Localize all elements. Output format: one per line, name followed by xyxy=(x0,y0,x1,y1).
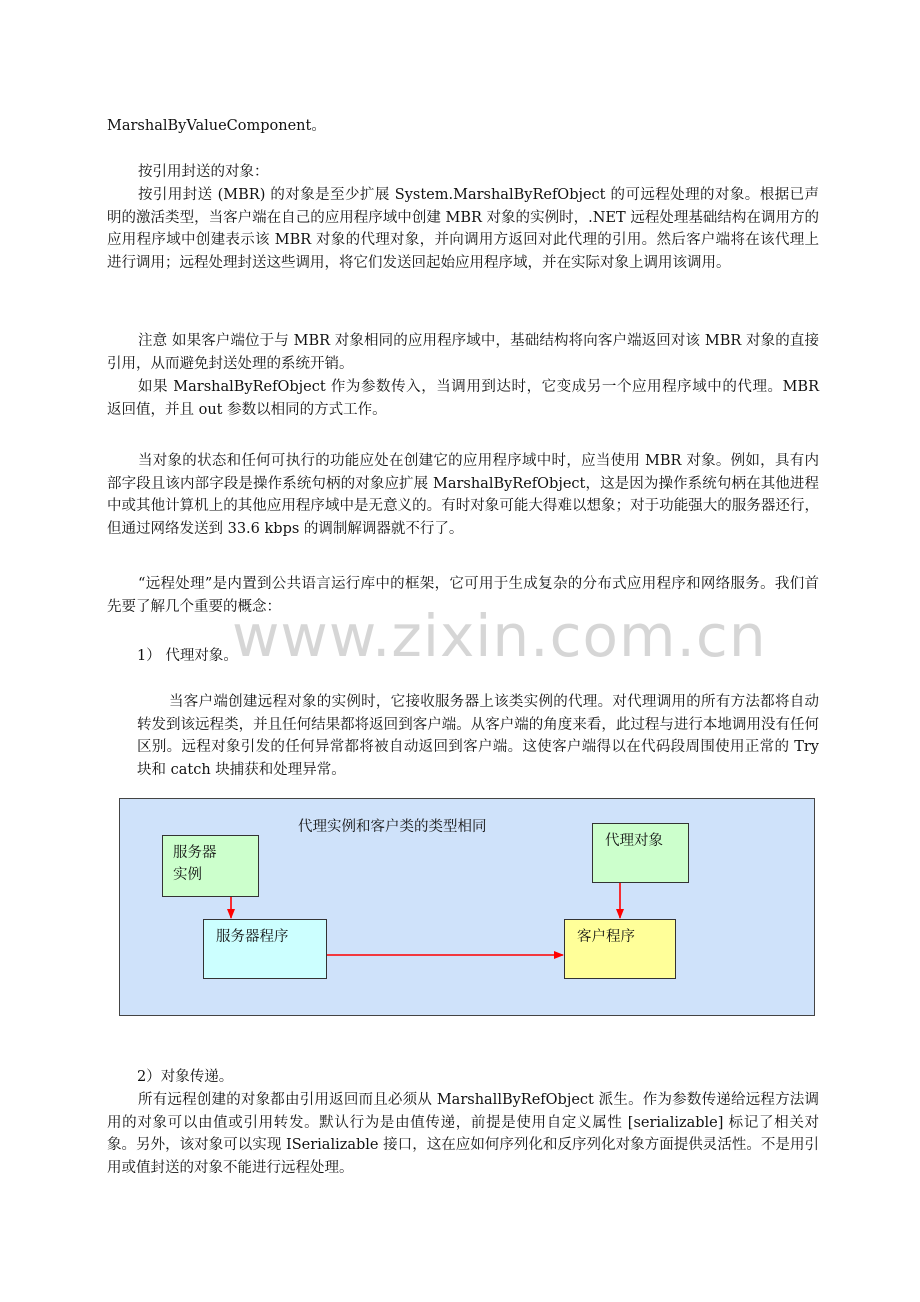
remoting-diagram xyxy=(119,798,815,1016)
server-instance-label-1: 服务器 xyxy=(173,845,217,861)
heading-mbr-objects: 按引用封送的对象： xyxy=(138,164,269,180)
paragraph-object-passing: 所有远程创建的对象都由引用返回而且必须从 MarshallByRefObject 派生。作为参数传递给远程方法调用的对象可以由值或引用转发。默认行为是由值传递，前提是使用自定义属性 [serializable] 标记了相关对象。另外，该对象可以实现 ISerializable 接口，这在应如何序列化和反序列化对象方面提供灵活性。不是用引用或值封送的对象不能进行远程处理。 xyxy=(107,1092,819,1177)
list-item-proxy-object: 1） 代理对象。 xyxy=(137,648,238,664)
paragraph-when-to-use-mbr: 当对象的状态和任何可执行的功能应处在创建它的应用程序域中时，应当使用 MBR 对象。例如，具有内部字段且该内部字段是操作系统句柄的对象应扩展 MarshalByRefObject，这是因为操作系统句柄在其他进程中或其他计算机上的其他应用程序域中是无意义的。有时对象可能大得难以想象；对于功能强大的服务器还行，但通过网络发送到 33.6 kbps 的调制解调器就不行了。 xyxy=(107,453,819,538)
diagram-title: 代理实例和客户类的类型相同 xyxy=(298,819,487,835)
server-instance-box xyxy=(162,835,259,897)
paragraph-marshalbyref-param: 如果 MarshalByRefObject 作为参数传入，当调用到达时，它变成另一个应用程序域中的代理。MBR 返回值，并且 out 参数以相同的方式工作。 xyxy=(107,379,819,418)
server-program-label: 服务器程序 xyxy=(216,929,289,945)
paragraph-mbr-definition: 按引用封送 (MBR) 的对象是至少扩展 System.MarshalByRefObject 的可远程处理的对象。根据已声明的激活类型，当客户端在自己的应用程序域中创建 MBR 对象的实例时，.NET 远程处理基础结构在调用方的应用程序域中创建表示该 MBR 对象的代理对象，并向调用方返回对此代理的引用。然后客户端将在该代理上进行调用；远程处理封送这些调用，将它们发送回起始应用程序域，并在实际对象上调用该调用。 xyxy=(107,187,819,272)
client-program-label: 客户程序 xyxy=(577,929,635,945)
paragraph-note: 注意 如果客户端位于与 MBR 对象相同的应用程序域中，基础结构将向客户端返回对该 MBR 对象的直接引用，从而避免封送处理的系统开销。 xyxy=(107,333,819,372)
proxy-object-label: 代理对象 xyxy=(605,833,663,849)
paragraph-proxy-explanation: 当客户端创建远程对象的实例时，它接收服务器上该类实例的代理。对代理调用的所有方法都将自动转发到该远程类，并且任何结果都将返回到客户端。从客户端的角度来看，此过程与进行本地调用没有任何区别。远程对象引发的任何异常都将被自动返回到客户端。这使客户端得以在代码段周围使用正常的 Try 块和 catch 块捕获和处理异常。 xyxy=(137,694,819,779)
paragraph-marshal-by-value: MarshalByValueComponent。 xyxy=(107,118,326,134)
server-program-box xyxy=(203,919,327,979)
list-item-object-passing: 2）对象传递。 xyxy=(137,1069,234,1085)
server-instance-label-2: 实例 xyxy=(173,867,202,883)
watermark: www.zixin.com.cn xyxy=(232,602,767,670)
client-program-box xyxy=(564,919,676,979)
paragraph-remoting-intro: “远程处理”是内置到公共语言运行库中的框架，它可用于生成复杂的分布式应用程序和网络服务。我们首先要了解几个重要的概念： xyxy=(107,576,819,615)
proxy-object-box xyxy=(592,823,689,883)
